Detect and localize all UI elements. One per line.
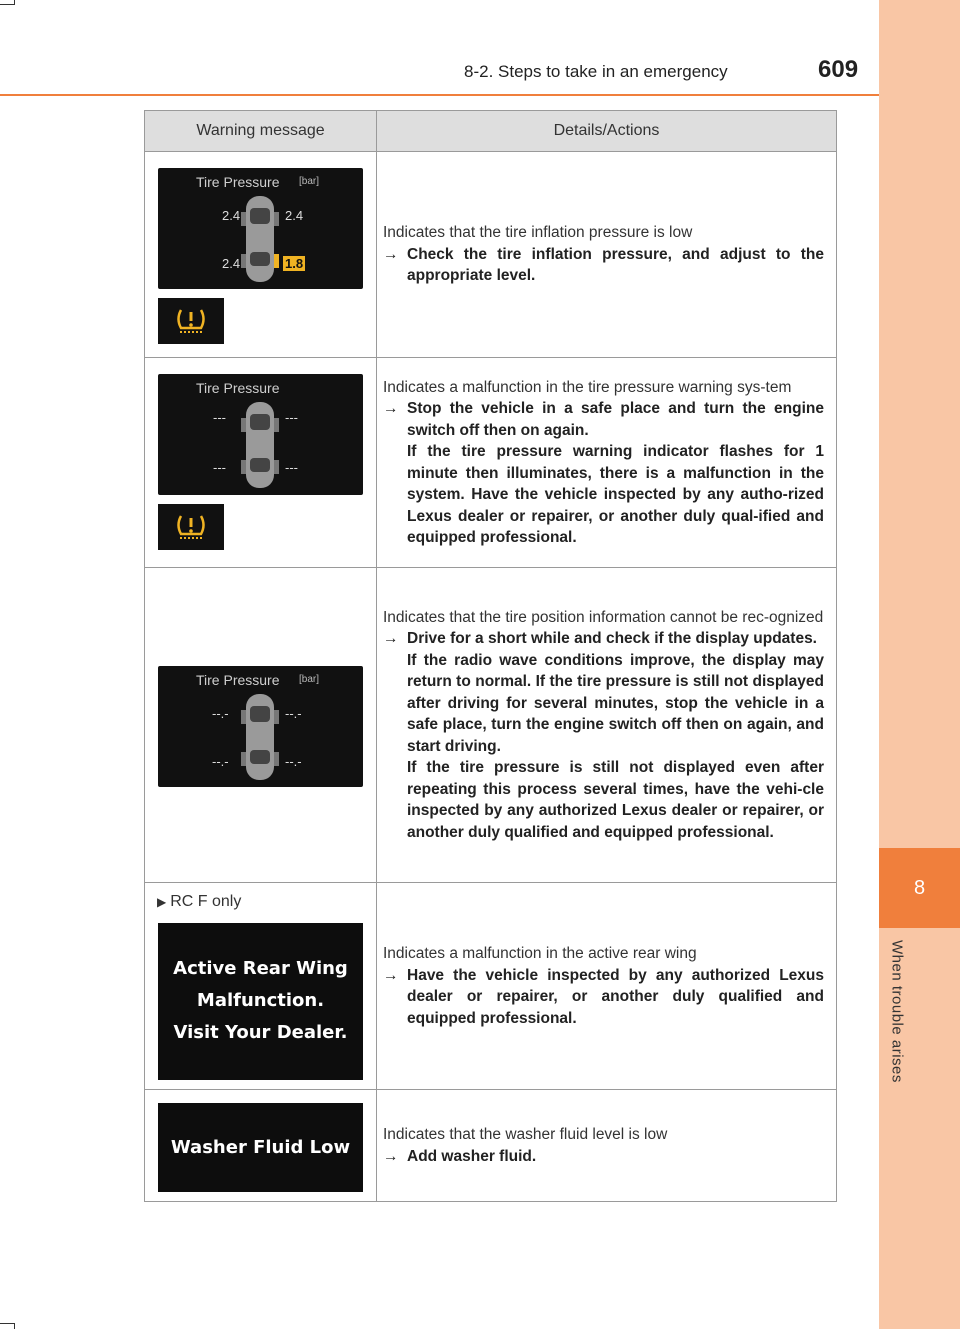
arrow-icon: →: [383, 245, 399, 263]
tire-pressure-screen: [158, 374, 363, 495]
action-text: [383, 965, 824, 1030]
tire-pressure-warning-icon: [174, 306, 208, 336]
details-cell: [377, 152, 837, 358]
table-row: [145, 358, 837, 568]
rcf-only-label: [157, 893, 241, 911]
tire-pressure-warning-light: [158, 504, 224, 550]
car-top-view-icon: [240, 692, 280, 782]
action-label: Have the vehicle inspected by any authorized Lexus dealer or repairer, or another duly qualified and equipped professional.: [407, 966, 824, 1027]
action-text: [383, 244, 824, 287]
action-text: [383, 1146, 824, 1168]
screen-title: Tire Pressure: [196, 174, 280, 190]
action-label: Check the tire inflation pressure, and adjust to the appropriate level.: [407, 245, 824, 285]
table-row: [145, 1090, 837, 1202]
tire-front-right-value: --.-: [285, 706, 302, 721]
chapter-title: When trouble arises: [888, 940, 906, 1083]
tire-rear-left-value: --.-: [212, 754, 229, 769]
action-text: [383, 398, 824, 441]
rcf-label-text: RC F only: [170, 893, 242, 910]
crop-mark: [14, 0, 15, 5]
details-cell: [377, 358, 837, 568]
details-cell: [377, 1090, 837, 1202]
tire-pressure-warning-light: [158, 298, 224, 344]
table-row: [145, 568, 837, 883]
warning-image-cell: [145, 1090, 377, 1202]
details-cell: [377, 883, 837, 1090]
tire-front-left-value: --.-: [212, 706, 229, 721]
crop-mark: [14, 1323, 15, 1329]
action-label: Stop the vehicle in a safe place and turn the engine switch off then on again.: [407, 400, 824, 439]
note-text: If the radio wave conditions improve, the display may return to normal. If the tire pressure is still not displayed after driving for several minutes, stop the vehicle in a safe place, turn the engine switch off then on again, and start driving.: [407, 651, 824, 755]
arrow-icon: →: [383, 1147, 399, 1165]
tire-rear-left-value: 2.4: [222, 256, 241, 271]
note-text: If the tire pressure warning indicator flashes for 1 minute then illuminates, there is a malfunction in the system. Have the vehicle inspected by any autho-rized Lexus dealer or repairer, or another duly qual-ified and equipped professional.: [407, 443, 824, 546]
detail-text: Indicates that the tire position information cannot be rec-ognized: [383, 608, 824, 626]
tire-front-right-value: 2.4: [285, 208, 304, 223]
car-top-view-icon: [240, 194, 280, 284]
page-number: 609: [818, 56, 859, 83]
column-header-details: Details/Actions: [377, 111, 837, 152]
tire-pressure-screen: [158, 168, 363, 289]
tire-rear-right-value: 1.8: [285, 256, 304, 271]
warning-image-cell: [145, 152, 377, 358]
warning-image-cell: [145, 883, 377, 1090]
warning-table: [144, 110, 837, 1202]
car-top-view-icon: [240, 400, 280, 490]
tire-pressure-screen: [158, 666, 363, 787]
column-header-warning: Warning message: [145, 111, 377, 152]
action-text: [383, 628, 824, 650]
tire-front-left-value: ---: [213, 410, 226, 425]
table-row: [145, 883, 837, 1090]
arrow-icon: →: [383, 966, 399, 984]
warning-image-cell: [145, 568, 377, 883]
washer-fluid-screen: [158, 1103, 363, 1192]
detail-text: Indicates that the tire inflation pressure is low: [383, 224, 693, 242]
table-header-row: [145, 111, 837, 152]
header-rule: [0, 94, 879, 96]
screen-line: Malfunction.: [196, 990, 325, 1011]
tire-front-right-value: ---: [285, 410, 298, 425]
details-cell: [377, 568, 837, 883]
section-title: 8-2. Steps to take in an emergency: [464, 62, 728, 81]
tire-pressure-warning-icon: [174, 512, 208, 542]
detail-text: Indicates a malfunction in the active rear wing: [383, 945, 697, 962]
action-label: Drive for a short while and check if the display updates.: [407, 630, 817, 648]
screen-unit: [bar]: [299, 674, 320, 685]
warning-image-cell: [145, 358, 377, 568]
screen-title: Tire Pressure: [196, 380, 280, 396]
tire-rear-right-value: ---: [285, 460, 298, 475]
triangle-bullet-icon: ▶: [157, 895, 167, 909]
screen-line: Washer Fluid Low: [170, 1137, 351, 1158]
tire-rear-left-value: ---: [213, 460, 226, 475]
screen-unit: [bar]: [299, 176, 320, 187]
active-rear-wing-screen: [158, 923, 363, 1080]
crop-mark: [0, 1323, 14, 1324]
screen-line: Visit Your Dealer.: [173, 1022, 348, 1043]
chapter-sidebar: [879, 0, 960, 1329]
crop-mark: [0, 4, 14, 5]
arrow-icon: →: [383, 400, 399, 417]
detail-text: Indicates that the washer fluid level is low: [383, 1126, 668, 1143]
tire-front-left-value: 2.4: [222, 208, 241, 223]
table-row: [145, 152, 837, 358]
action-label: Add washer fluid.: [407, 1147, 537, 1165]
chapter-number-tab: 8: [879, 848, 960, 928]
tire-rear-right-value: --.-: [285, 754, 302, 769]
screen-line: Active Rear Wing: [173, 958, 348, 979]
screen-title: Tire Pressure: [196, 672, 280, 688]
note-text: If the tire pressure is still not displayed even after repeating this process several times, have the vehi-cle inspected by any authorized Lexus dealer or repairer, or another duly qualified and equipped professional.: [407, 759, 824, 841]
arrow-icon: →: [383, 630, 399, 648]
detail-text: Indicates a malfunction in the tire pressure warning sys-tem: [383, 378, 792, 396]
